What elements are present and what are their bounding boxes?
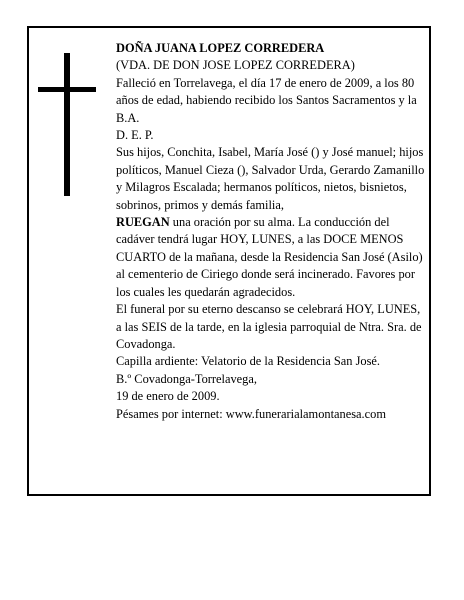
latin-cross-icon: [38, 53, 96, 196]
condolences-line: Pésames por internet: www.funerarialamontanesa.com: [116, 406, 386, 421]
request-word: RUEGAN: [116, 215, 170, 230]
cross-vertical-bar: [64, 53, 70, 196]
chapel-location: Capilla ardiente: Velatorio de la Residencia San José.: [116, 354, 381, 369]
request-paragraph: [116, 214, 428, 301]
family-list: Sus hijos, Conchita, Isabel, María José () y José manuel; hijos políticos, Manuel Cieza (), Salvador Urda, Gerardo Zamanillo y Milagros Escalada; hermanos políticos, nietos, bisnietos, sobrinos, primos y demás familia,: [116, 145, 425, 212]
death-statement: Falleció en Torrelavega, el día 17 de enero de 2009, a los 80 años de edad, habiendo recibido los Santos Sacramentos y la B.A.: [116, 75, 417, 125]
cross-horizontal-bar: [38, 87, 96, 92]
widow-of-line: (VDA. DE DON JOSE LOPEZ CORREDERA): [116, 58, 355, 73]
funeral-announcement: El funeral por su eterno descanso se celebrará HOY, LUNES, a las SEIS de la tarde, en la iglesia parroquial de Ntra. Sra. de Covadonga.: [116, 302, 422, 351]
date-line: 19 de enero de 2009.: [116, 389, 220, 404]
obituary-notice: [116, 40, 428, 423]
deceased-name: DOÑA JUANA LOPEZ CORREDERA: [116, 41, 325, 55]
rest-in-peace: D. E. P.: [116, 128, 154, 143]
place-line: B.º Covadonga-Torrelavega,: [116, 371, 257, 386]
request-text: una oración por su alma. La conducción del cadáver tendrá lugar HOY, LUNES, a las DOCE MENOS CUARTO de la mañana, desde la Residencia San José (Asilo) al cementerio de Ciriego donde será incinerado. Favores por los cuales les quedarán agradecidos.: [116, 215, 423, 299]
